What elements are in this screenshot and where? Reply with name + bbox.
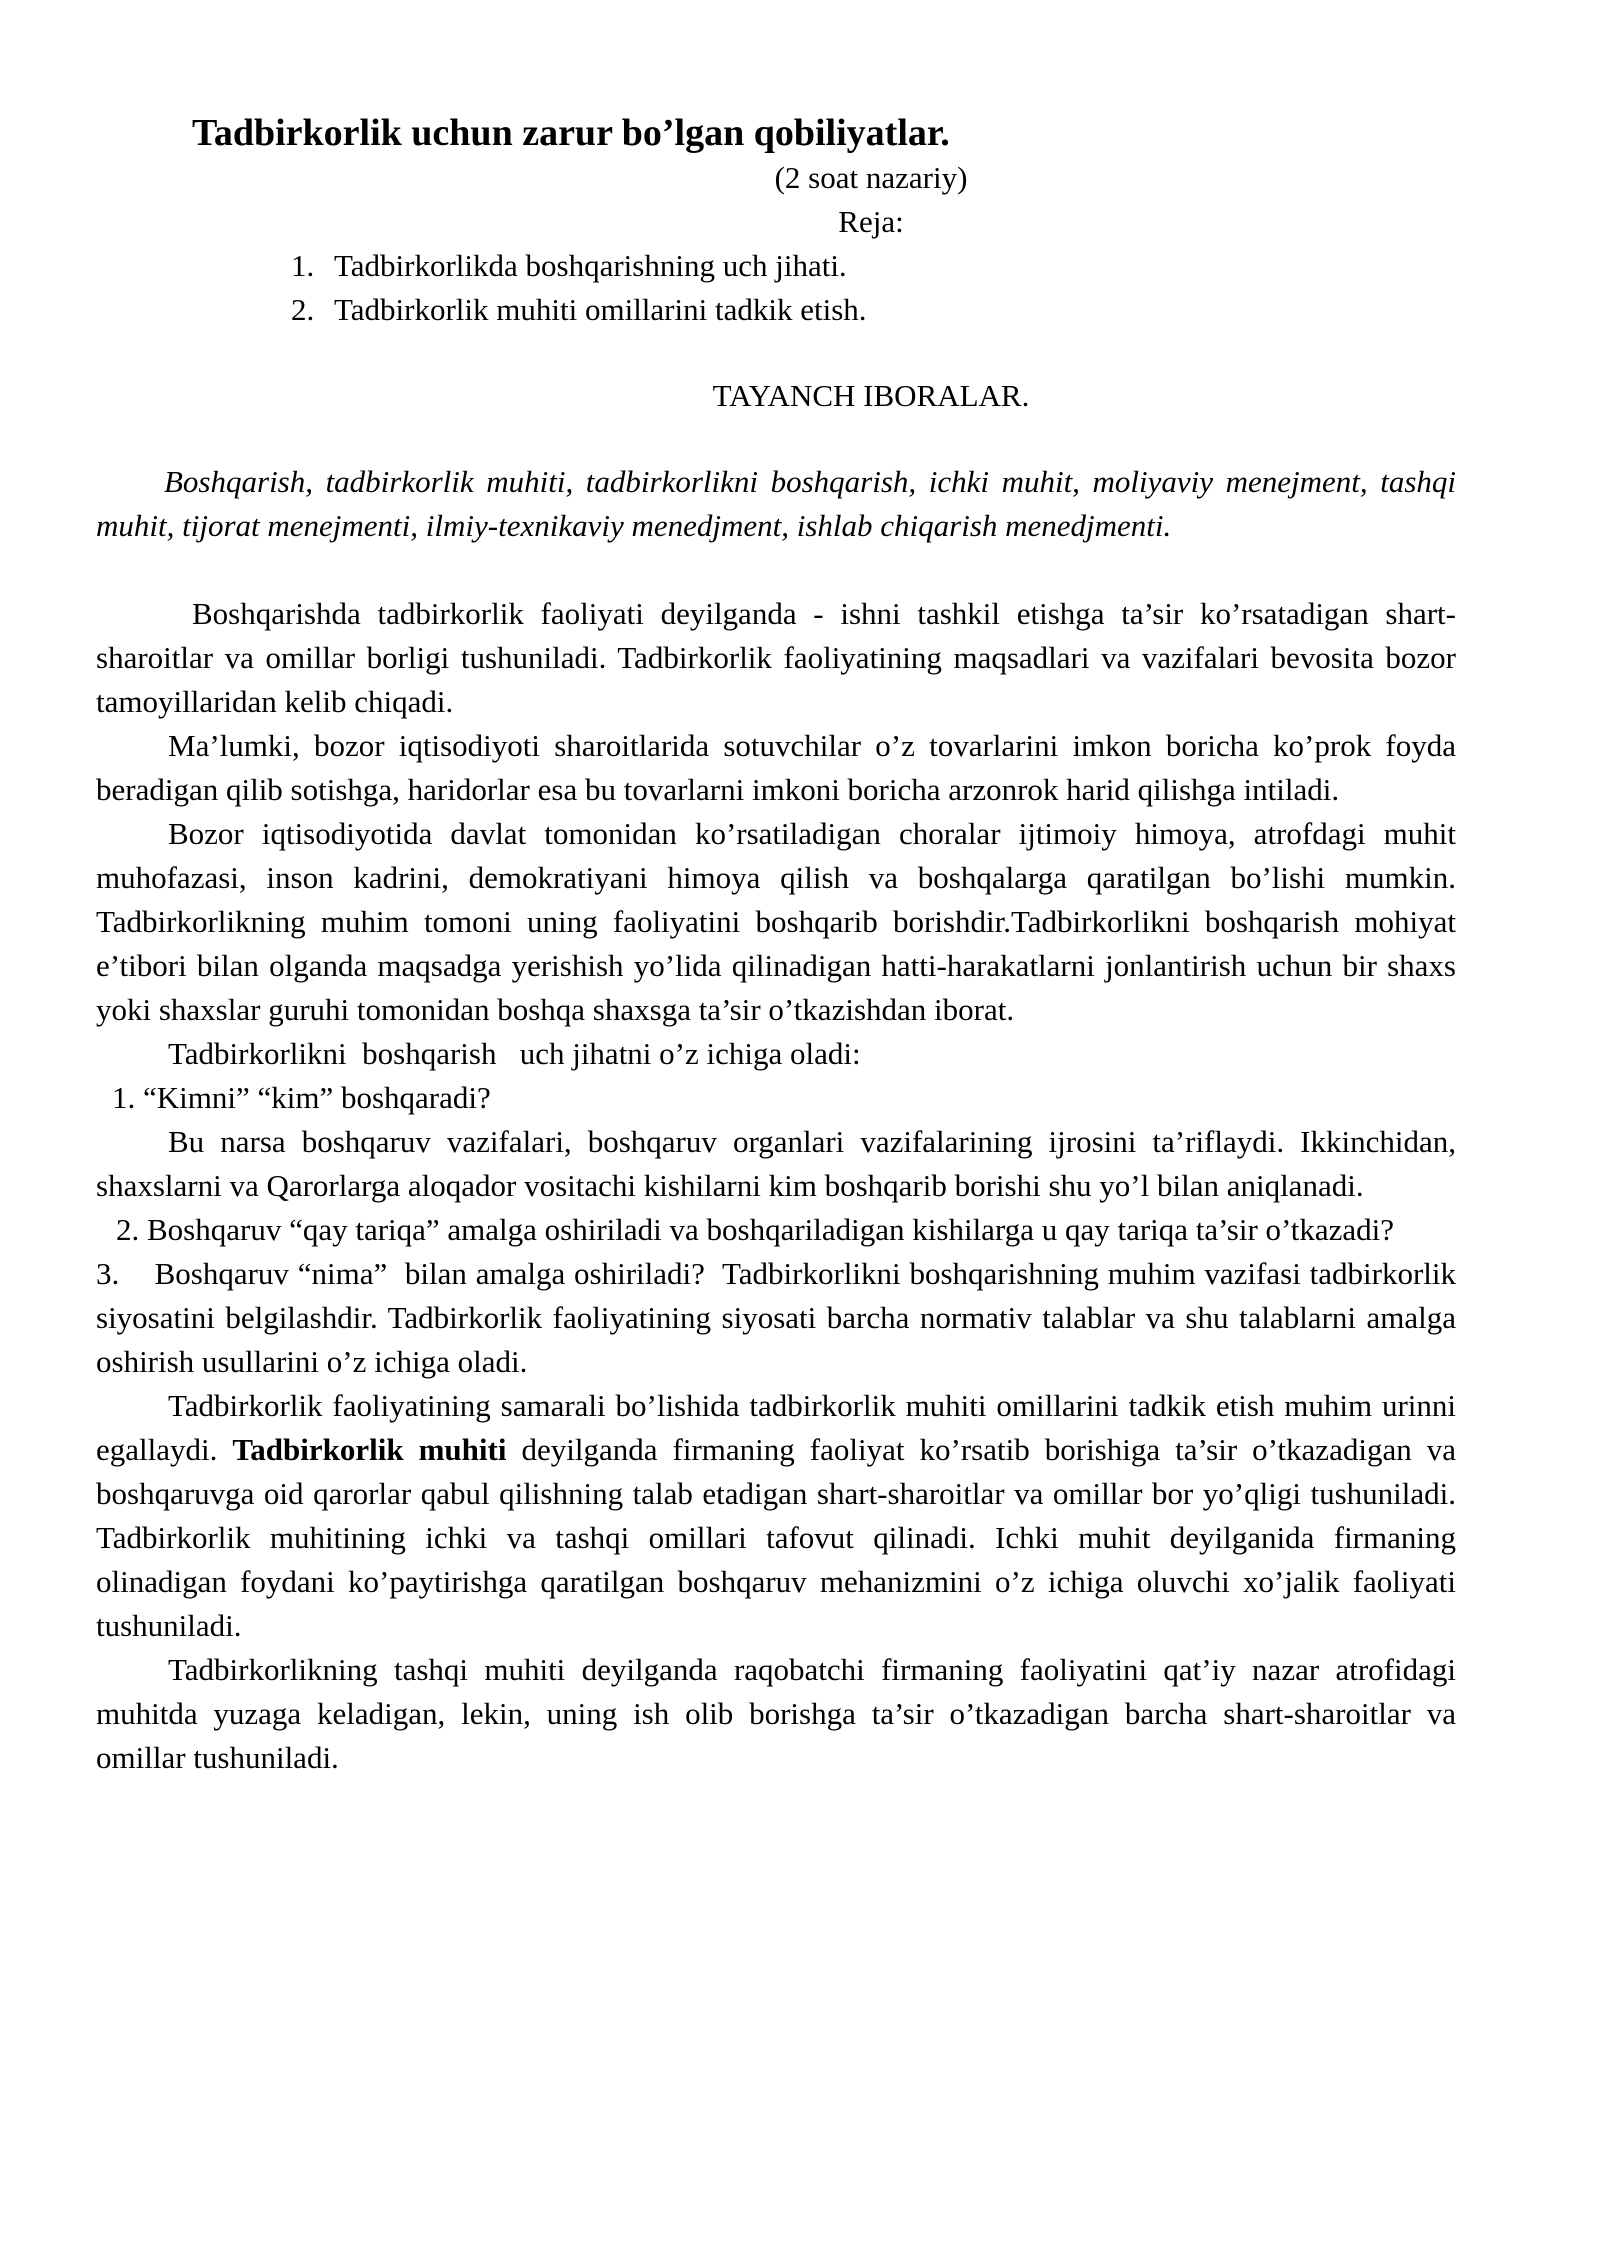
plan-label: Reja:: [838, 204, 904, 239]
paragraph-5: Bu narsa boshqaruv vazifalari, boshqaruv organlari vazifalarining ijrosini ta’riflaydi. Ikkinchidan, shaxslarni va Qarorlarga aloqador vositachi kishilarni kim boshqarib borishi shu yo’l bilan aniqlanadi.: [96, 1124, 1456, 1203]
document-title: Tadbirkorlik uchun zarur bo’lgan qobiliyatlar.: [192, 112, 950, 154]
keywords-heading: TAYANCH IBORALAR.: [712, 378, 1030, 413]
plan-item: 2. Tadbirkorlik muhiti omillarini tadkik etish.: [322, 288, 1456, 332]
paragraph-6-bold-term: Tadbirkorlik muhiti: [232, 1432, 507, 1467]
plan-item: 1. Tadbirkorlikda boshqarishning uch jihati.: [322, 244, 1456, 288]
numbered-item-1: 1. “Kimni” “kim” boshqaradi?: [112, 1080, 491, 1115]
paragraph-6-text-end: deyilganda firmaning faoliyat ko’rsatib borishiga ta’sir o’tkazadigan va boshqaruvga oid qarorlar qabul qilishning talab etadigan shart-sharoitlar va omillar bor yo’qligi tushuniladi. Tadbirkorlik muhitining ichki va tashqi omillari tafovut qilinadi. Ichki muhit deyilganida firmaning olinadigan foydani ko’paytirishga qaratilgan boshqaruv mehanizmini o’z ichiga oluvchi xo’jalik faoliyati tushuniladi.: [96, 1432, 1456, 1643]
document-subtitle: (2 soat nazariy): [774, 160, 968, 195]
paragraph-1: Boshqarishda tadbirkorlik faoliyati deyilganda - ishni tashkil etishga ta’sir ko’rsatadigan shart-sharoitlar va omillar borligi tushuniladi. Tadbirkorlik faoliyatining maqsadlari va vazifalari bevosita bozor tamoyillaridan kelib chiqadi.: [96, 596, 1456, 719]
paragraph-4: Tadbirkorlikni boshqarish uch jihatni o’z ichiga oladi:: [168, 1036, 861, 1071]
paragraph-2: Ma’lumki, bozor iqtisodiyoti sharoitlarida sotuvchilar o’z tovarlarini imkon boricha ko’prok foyda beradigan qilib sotishga, haridorlar esa bu tovarlarni imkoni boricha arzonrok harid qilishga intiladi.: [96, 728, 1456, 807]
numbered-item-2: 2. Boshqaruv “qay tariqa” amalga oshiriladi va boshqariladigan kishilarga u qay tariqa ta’sir o’tkazadi?: [116, 1212, 1395, 1247]
paragraph-7: Tadbirkorlikning tashqi muhiti deyilganda raqobatchi firmaning faoliyatini qat’iy nazar atrofidagi muhitda yuzaga keladigan, lekin, uning ish olib borishga ta’sir o’tkazadigan barcha shart-sharoitlar va omillar tushuniladi.: [96, 1652, 1456, 1775]
paragraph-6: [96, 1384, 1456, 1648]
keywords-text: Boshqarish, tadbirkorlik muhiti, tadbirkorlikni boshqarish, ichki muhit, moliyaviy menejment, tashqi muhit, tijorat menejmenti, ilmiy-texnikaviy menedjment, ishlab chiqarish menedjmenti.: [96, 464, 1456, 543]
paragraph-6-text-start: Tadbirkorlik faoliyatining samarali bo’lishida tadbirkorlik muhiti omillarini tadkik etish muhim urinni egallaydi.: [96, 1388, 1456, 1467]
plan-list: [96, 244, 1456, 332]
paragraph-3: Bozor iqtisodiyotida davlat tomonidan ko’rsatiladigan choralar ijtimoiy himoya, atrofdagi muhit muhofazasi, inson kadrini, demokratiyani himoya qilish va boshqalarga qaratilgan bo’lishi mumkin. Tadbirkorlikning muhim tomoni uning faoliyatini boshqarib borishdir.Tadbirkorlikni boshqarish mohiyat e’tibori bilan olganda maqsadga yerishish yo’lida qilinadigan hatti-harakatlarni jonlantirish uchun bir shaxs yoki shaxslar guruhi tomonidan boshqa shaxsga ta’sir o’tkazishdan iborat.: [96, 816, 1456, 1027]
document-page: [96, 110, 1464, 1780]
numbered-item-3: 3. Boshqaruv “nima” bilan amalga oshiriladi? Tadbirkorlikni boshqarishning muhim vazifasi tadbirkorlik siyosatini belgilashdir. Tadbirkorlik faoliyatining siyosati barcha normativ talablar va shu talablarni amalga oshirish usullarini o’z ichiga oladi.: [96, 1256, 1464, 1379]
